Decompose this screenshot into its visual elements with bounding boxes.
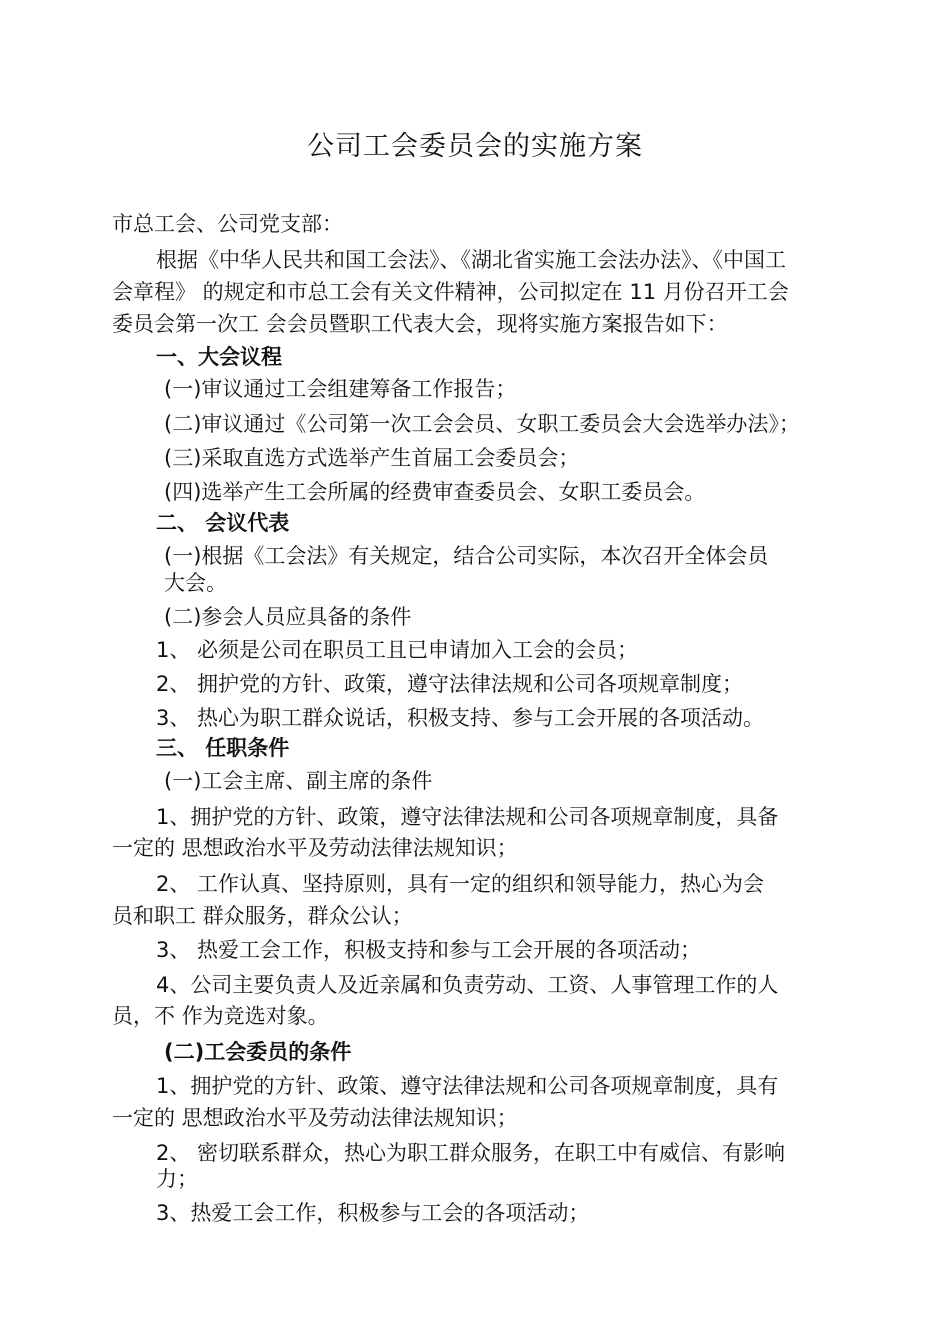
list-item: (三)采取直选方式选举产生首届工会委员会； (164, 446, 580, 470)
paragraph-line: 1、拥护党的方针、政策，遵守法律法规和公司各项规章制度，具备 (156, 805, 779, 829)
section-heading: 二、 会议代表 (156, 511, 290, 535)
paragraph-line: 一定的 思想政治水平及劳动法律法规知识； (112, 1106, 518, 1130)
section-heading: 一、大会议程 (156, 345, 282, 369)
section-heading: 三、 任职条件 (156, 736, 290, 760)
paragraph-line: 员和职工 群众服务，群众公认； (112, 904, 413, 928)
subsection-heading: (一)工会主席、副主席的条件 (164, 769, 433, 793)
paragraph-line: 1、拥护党的方针、政策、遵守法律法规和公司各项规章制度，具有 (156, 1074, 779, 1098)
paragraph-line: 一定的 思想政治水平及劳动法律法规知识； (112, 836, 518, 860)
list-item: 2、 拥护党的方针、政策，遵守法律法规和公司各项规章制度； (156, 672, 744, 696)
paragraph-line: 根据《中华人民共和国工会法》、《湖北省实施工会法办法》、《中国工 (156, 248, 786, 272)
list-item: (四)选举产生工会所属的经费审查委员会、女职工委员会。 (164, 480, 706, 504)
paragraph-line: 2、 密切联系群众，热心为职工群众服务，在职工中有威信、有影响 (156, 1141, 786, 1165)
list-item: 大会。 (164, 571, 227, 595)
paragraph-line: 3、热爱工会工作，积极参与工会的各项活动； (156, 1201, 590, 1225)
subsection-heading: (二)工会委员的条件 (164, 1040, 352, 1064)
list-item: 3、 热心为职工群众说话，积极支持、参与工会开展的各项活动。 (156, 706, 765, 730)
salutation: 市总工会、公司党支部： (112, 212, 343, 236)
paragraph-line: 4、公司主要负责人及近亲属和负责劳动、工资、人事管理工作的人 (156, 973, 779, 997)
paragraph-line: 3、 热爱工会工作，积极支持和参与工会开展的各项活动； (156, 938, 702, 962)
paragraph-line: 员，不 作为竞选对象。 (112, 1004, 329, 1028)
list-item: (二)审议通过《公司第一次工会会员、女职工委员会大会选举办法》； (164, 412, 800, 436)
list-item: (二)参会人员应具备的条件 (164, 605, 412, 629)
list-item: 1、 必须是公司在职员工且已申请加入工会的会员； (156, 638, 639, 662)
paragraph-line: 委员会第一次工 会会员暨职工代表大会，现将实施方案报告如下： (112, 312, 728, 336)
list-item: (一)根据《工会法》有关规定，结合公司实际，本次召开全体会员 (164, 544, 769, 568)
document-title: 公司工会委员会的实施方案 (307, 131, 643, 162)
paragraph-line: 力； (156, 1167, 198, 1191)
list-item: (一)审议通过工会组建筹备工作报告； (164, 377, 517, 401)
paragraph-line: 会章程》 的规定和市总工会有关文件精神，公司拟定在 11 月份召开工会 (112, 280, 789, 304)
paragraph-line: 2、 工作认真、坚持原则，具有一定的组织和领导能力，热心为会 (156, 872, 765, 896)
